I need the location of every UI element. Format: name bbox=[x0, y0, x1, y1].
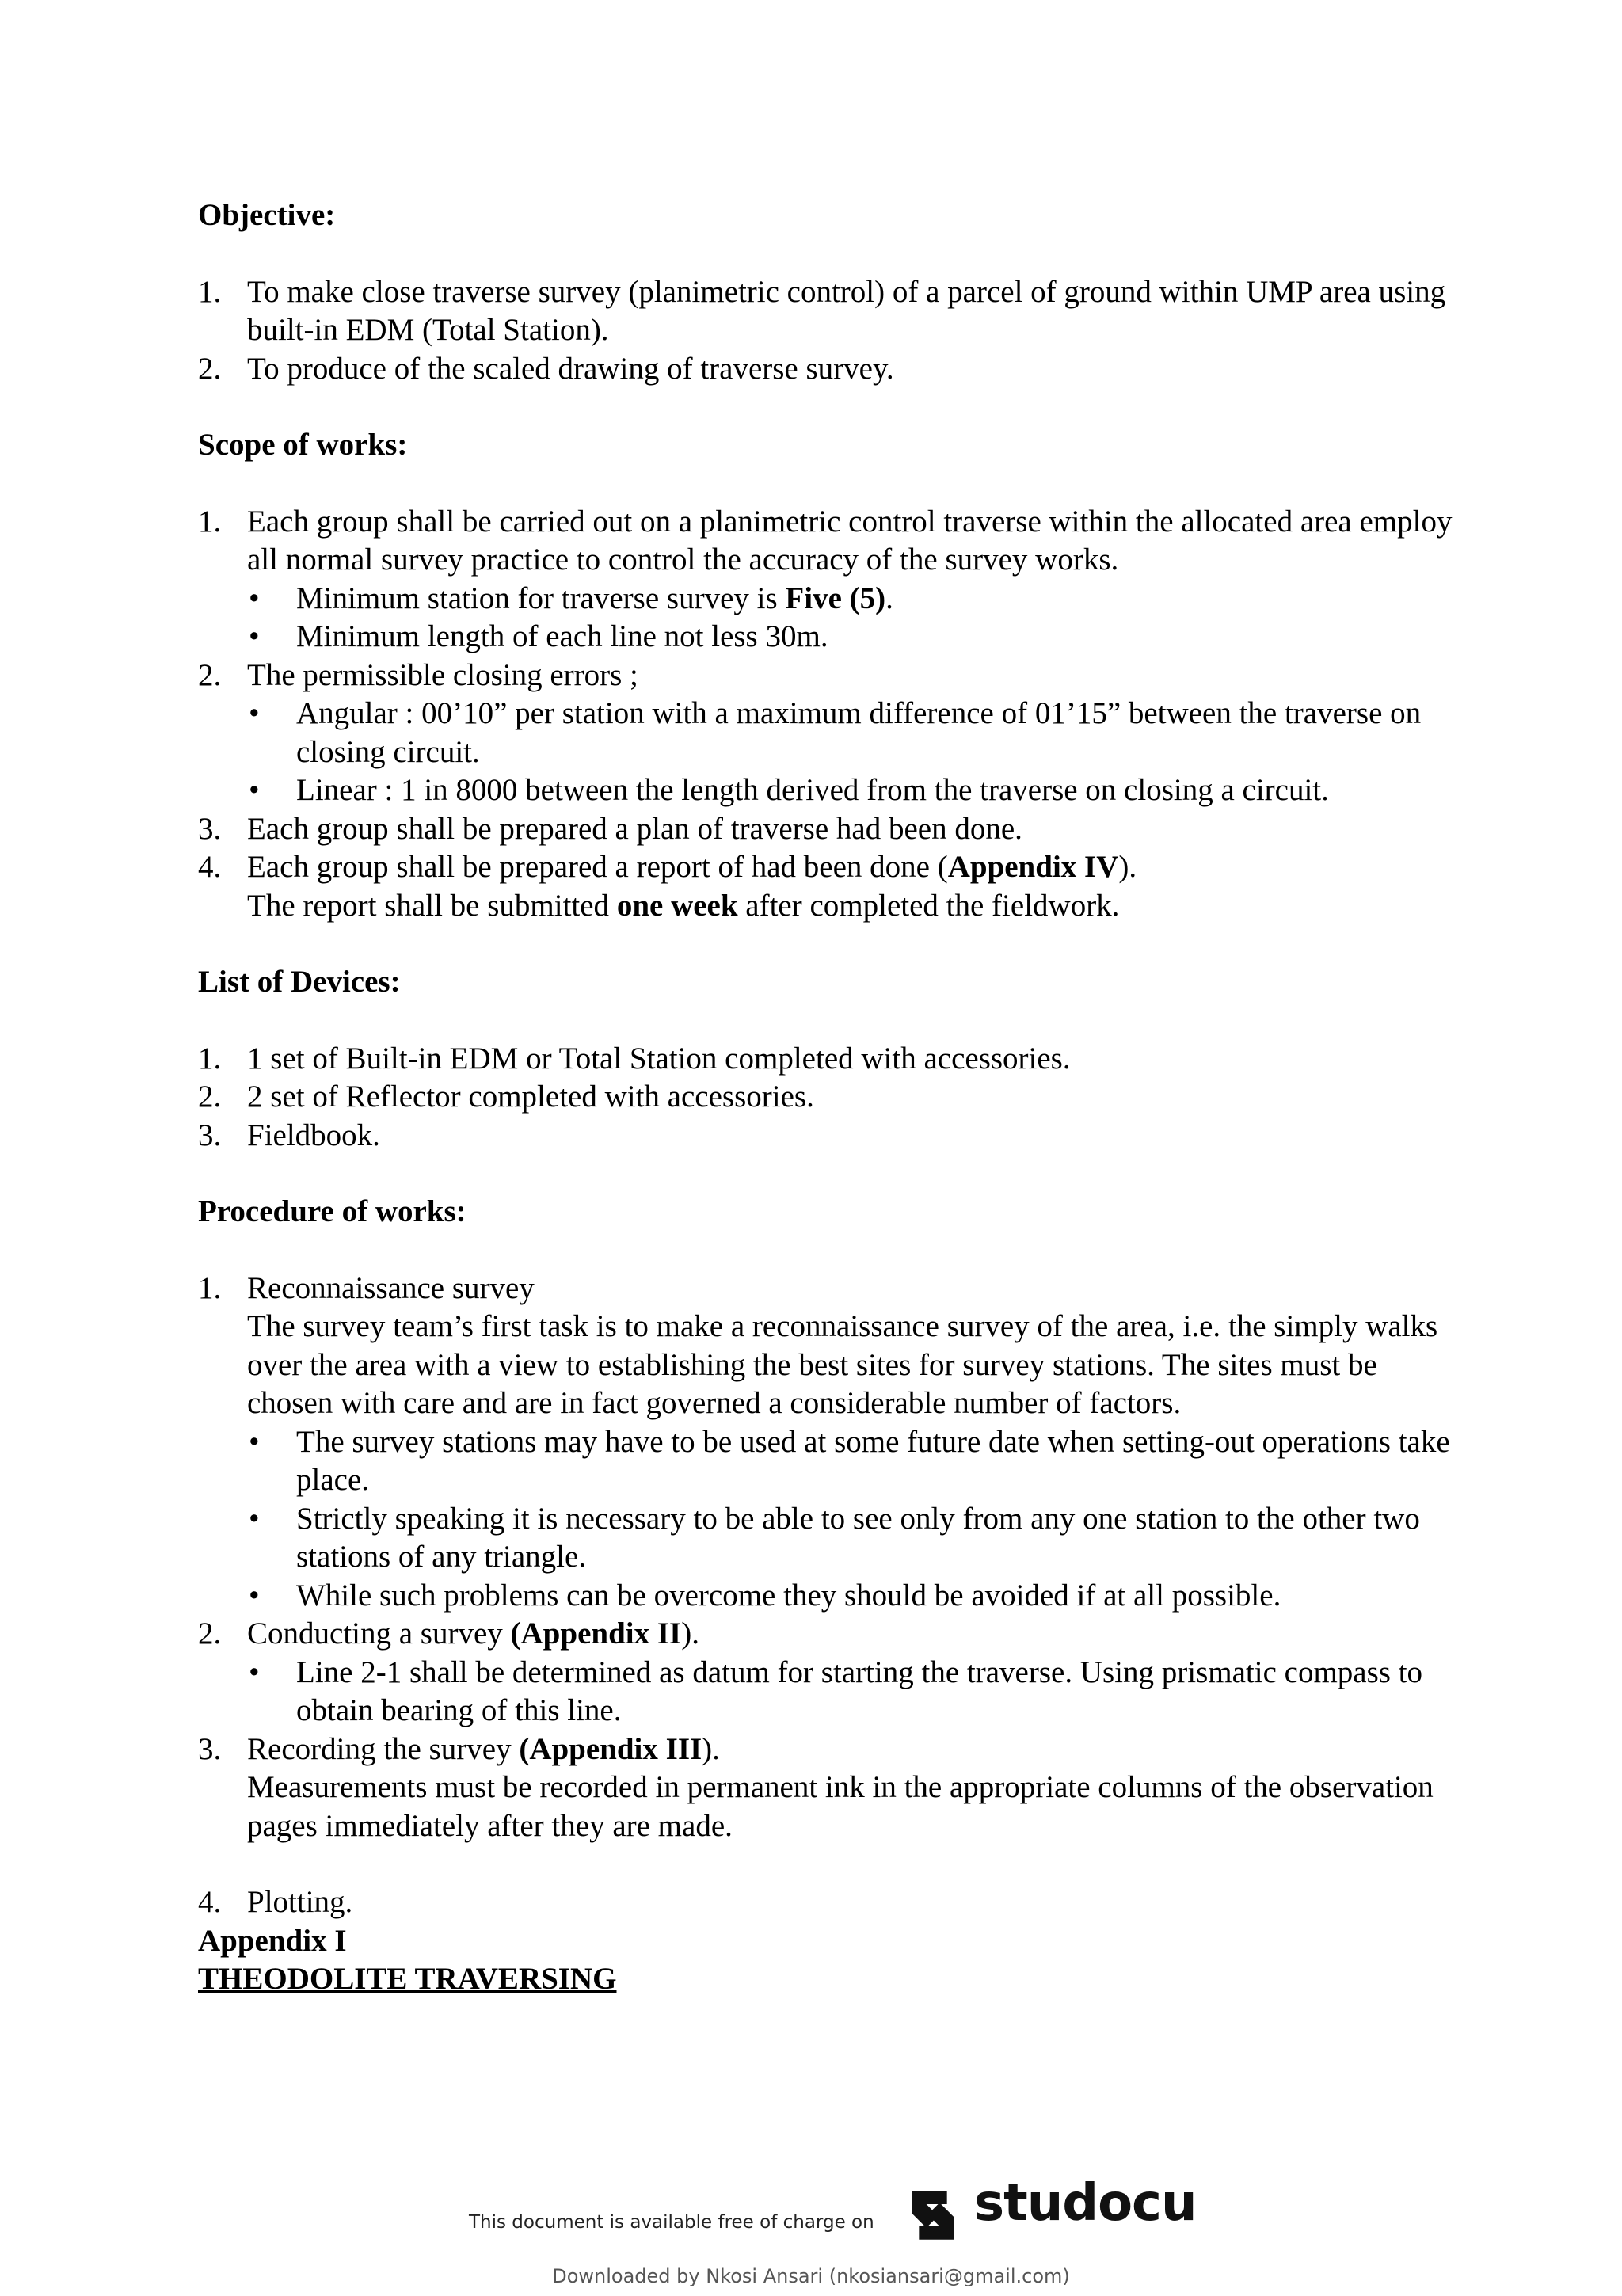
procedure-item-1-text: The survey team’s first task is to make a reconnaissance survey of the area, i.e. the simply walks over the area with a view to establishing the best sites for survey stations. The sites must be chosen with care and are in fact governed a considerable number of factors. bbox=[247, 1309, 1438, 1420]
objective-heading: Objective: bbox=[198, 198, 336, 232]
scope-bullet-angular: • Angular : 00’10” per station with a maximum difference of 01’15” between the traverse on closing circuit. bbox=[249, 696, 1422, 769]
list-number: 1. bbox=[198, 1270, 222, 1305]
list-number: 2. bbox=[198, 1616, 222, 1651]
scope-item-3-text: Each group shall be prepared a plan of traverse had been done. bbox=[247, 811, 1022, 846]
bullet-icon: • bbox=[249, 696, 260, 730]
studocu-brand-link[interactable]: studocu bbox=[974, 2174, 1197, 2233]
procedure-bullet: • While such problems can be overcome they should be avoided if at all possible. bbox=[247, 1577, 1465, 1616]
procedure-item-2: 2. Conducting a survey (Appendix II). • Line 2-1 shall be determined as datum for starting the traverse. Using prismatic compass to obtain bearing of this line. bbox=[198, 1615, 1465, 1731]
list-number: 1. bbox=[198, 274, 222, 309]
list-number: 2. bbox=[198, 1079, 222, 1114]
list-number: 4. bbox=[198, 850, 222, 884]
list-number: 4. bbox=[198, 1885, 222, 1919]
procedure-item-4: 4. Plotting. bbox=[198, 1883, 1465, 1922]
downloaded-by-text: Downloaded by Nkosi Ansari (nkosiansari@gmail.com) bbox=[552, 2265, 1070, 2287]
device-item-3: 3. Fieldbook. bbox=[198, 1117, 1465, 1156]
list-number: 1. bbox=[198, 504, 222, 539]
appendix-label: Appendix I bbox=[198, 1923, 347, 1958]
one-week-bold: one week bbox=[616, 888, 738, 923]
document-body bbox=[198, 196, 1465, 1999]
device-item-2: 2. 2 set of Reflector completed with accessories. bbox=[198, 1078, 1465, 1117]
procedure-item-3-text: Measurements must be recorded in permanent ink in the appropriate columns of the observation pages immediately after they are made. bbox=[247, 1770, 1434, 1843]
procedure-item-1-title: Reconnaissance survey bbox=[247, 1270, 535, 1305]
objective-item-1 bbox=[198, 273, 1465, 350]
five-stations-bold: Five (5) bbox=[785, 581, 886, 615]
studocu-logo-icon[interactable] bbox=[899, 2184, 967, 2247]
scope-item-4: 4. Each group shall be prepared a report of had been done (Appendix IV). The report shall be submitted one week after completed the fieldwork. bbox=[198, 850, 1137, 923]
bullet-icon: • bbox=[249, 581, 260, 615]
scope-bullet-linear: • Linear : 1 in 8000 between the length derived from the traverse on closing a circuit. bbox=[247, 771, 1465, 810]
scope-bullet-length: • Minimum length of each line not less 30m. bbox=[247, 618, 1465, 657]
objective-item-2 bbox=[198, 350, 1465, 389]
scope-item-1 bbox=[198, 503, 1465, 657]
bullet-icon: • bbox=[249, 1501, 260, 1536]
list-number: 2. bbox=[198, 351, 222, 386]
scope-item-2 bbox=[198, 657, 1465, 810]
appendix-title: THEODOLITE TRAVERSING bbox=[198, 1962, 617, 1996]
procedure-bullet: • Strictly speaking it is necessary to be able to see only from any one station to the other two stations of any triangle. bbox=[249, 1501, 1420, 1574]
scope-heading: Scope of works: bbox=[198, 428, 408, 462]
bullet-icon: • bbox=[249, 1578, 260, 1613]
list-number: 3. bbox=[198, 1731, 222, 1766]
procedure-bullet: • The survey stations may have to be used at some future date when setting-out operations take place. bbox=[249, 1424, 1450, 1497]
appendix-ii-bold: (Appendix II bbox=[510, 1616, 682, 1651]
procedure-heading: Procedure of works: bbox=[198, 1194, 466, 1228]
footer bbox=[0, 2170, 1622, 2289]
scope-item-3 bbox=[198, 810, 1465, 849]
devices-heading: List of Devices: bbox=[198, 965, 401, 999]
appendix-iii-bold: (Appendix III bbox=[519, 1731, 702, 1766]
list-number: 1. bbox=[198, 1041, 222, 1076]
device-item-1: 1. 1 set of Built-in EDM or Total Station completed with accessories. bbox=[198, 1040, 1465, 1079]
objective-item-1-text: To make close traverse survey (planimetric control) of a parcel of ground within UMP area using built-in EDM (Total Station). bbox=[247, 274, 1446, 347]
bullet-icon: • bbox=[249, 773, 260, 807]
list-number: 2. bbox=[198, 657, 222, 692]
procedure-item-3: 3. Recording the survey (Appendix III). Measurements must be recorded in permanent ink in the appropriate columns of the observation pages immediately after they are made. bbox=[198, 1731, 1465, 1846]
procedure-bullet: • Line 2-1 shall be determined as datum for starting the traverse. Using prismatic compass to obtain bearing of this line. bbox=[249, 1654, 1423, 1727]
scope-bullet-stations: • Minimum station for traverse survey is Five (5). bbox=[247, 580, 1465, 619]
availability-text: This document is available free of charge on bbox=[469, 2212, 874, 2233]
bullet-icon: • bbox=[249, 1424, 260, 1459]
list-number: 3. bbox=[198, 1118, 222, 1152]
bullet-icon: • bbox=[249, 1654, 260, 1689]
appendix-iv-bold: Appendix IV bbox=[947, 850, 1119, 884]
list-number: 3. bbox=[198, 811, 222, 846]
objective-item-2-text: To produce of the scaled drawing of traverse survey. bbox=[247, 351, 894, 386]
bullet-icon: • bbox=[249, 619, 260, 653]
scope-item-2-text: The permissible closing errors ; bbox=[247, 657, 638, 692]
scope-item-1-text: Each group shall be carried out on a planimetric control traverse within the allocated area employ all normal survey practice to control the accuracy of the survey works. bbox=[247, 504, 1453, 577]
procedure-item-1 bbox=[198, 1270, 1465, 1616]
